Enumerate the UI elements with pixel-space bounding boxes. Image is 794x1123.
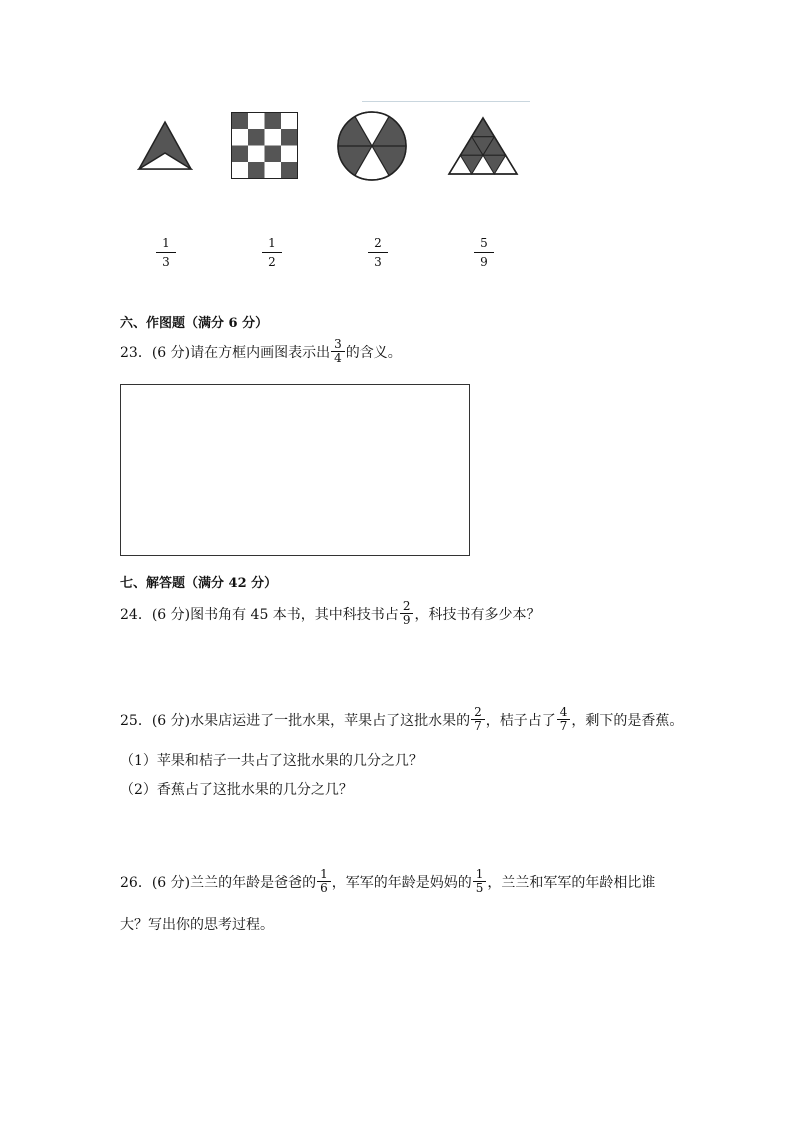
- q26-line-2: 大？写出你的思考过程。: [120, 917, 274, 933]
- numerator: 3: [331, 338, 345, 352]
- q25-subquestion-1: （1）苹果和桔子一共占了这批水果的几分之几？: [120, 753, 423, 769]
- q24-fraction: [400, 600, 414, 627]
- denominator: 6: [320, 881, 328, 895]
- question-23: [120, 338, 402, 365]
- checker-square-figure: [231, 112, 298, 179]
- triangle-figure: [137, 120, 193, 172]
- denominator: 3: [162, 255, 170, 269]
- question-26: [120, 868, 655, 895]
- q26-fraction-2: [473, 868, 487, 895]
- denominator: 2: [268, 255, 276, 269]
- denominator: 5: [475, 881, 484, 895]
- q25-subquestion-2: （2）香蕉占了这批水果的几分之几？: [120, 782, 353, 798]
- q25-text: 25．(6 分)水果店运进了一批水果，苹果占了这批水果的: [120, 712, 471, 729]
- figure-fraction-1: [156, 236, 176, 270]
- denominator: 9: [402, 613, 411, 627]
- q25-text-mid: ，桔子占了: [485, 712, 556, 729]
- numerator: 2: [471, 706, 485, 720]
- denominator: 3: [374, 255, 382, 269]
- section-6-heading: 六、作图题（满分 6 分）: [120, 316, 269, 331]
- q24-text-end: ，科技书有多少本？: [414, 606, 541, 623]
- numerator: 1: [156, 236, 176, 253]
- denominator: 7: [559, 719, 568, 733]
- section-7-heading: 七、解答题（满分 42 分）: [120, 576, 278, 591]
- figure-fraction-2: [262, 236, 282, 270]
- q25-fraction-2: [557, 706, 571, 733]
- numerator: 1: [317, 868, 331, 882]
- q25-fraction-1: [471, 706, 485, 733]
- q23-text-end: 的含义。: [345, 344, 402, 361]
- q24-text: 24．(6 分)图书角有 45 本书，其中科技书占: [120, 606, 399, 623]
- numerator: 4: [557, 706, 571, 720]
- numerator: 1: [473, 868, 487, 882]
- numerator: 2: [400, 600, 414, 614]
- figure-fraction-4: [474, 236, 494, 270]
- q26-text: 26．(6 分)兰兰的年龄是爸爸的: [120, 874, 317, 891]
- question-24: [120, 600, 540, 627]
- numerator: 5: [474, 236, 494, 253]
- q26-text-end: ，兰兰和军军的年龄相比谁: [487, 874, 656, 891]
- denominator: 4: [334, 351, 342, 365]
- question-25: [120, 706, 683, 733]
- q23-text: 23．(6 分)请在方框内画图表示出: [120, 344, 331, 361]
- figure-fraction-3: [368, 236, 388, 270]
- denominator: 9: [480, 255, 488, 269]
- top-divider-line: [362, 101, 530, 102]
- circle-pie-figure: [336, 110, 408, 182]
- q25-text-end: ，剩下的是香蕉。: [571, 712, 684, 729]
- q23-fraction: [331, 338, 345, 365]
- triangle-grid-figure: [447, 116, 519, 176]
- q26-text-mid: ，军军的年龄是妈妈的: [331, 874, 472, 891]
- drawing-box[interactable]: [120, 384, 470, 556]
- numerator: 2: [368, 236, 388, 253]
- numerator: 1: [262, 236, 282, 253]
- q26-fraction-1: [317, 868, 331, 895]
- denominator: 7: [474, 719, 482, 733]
